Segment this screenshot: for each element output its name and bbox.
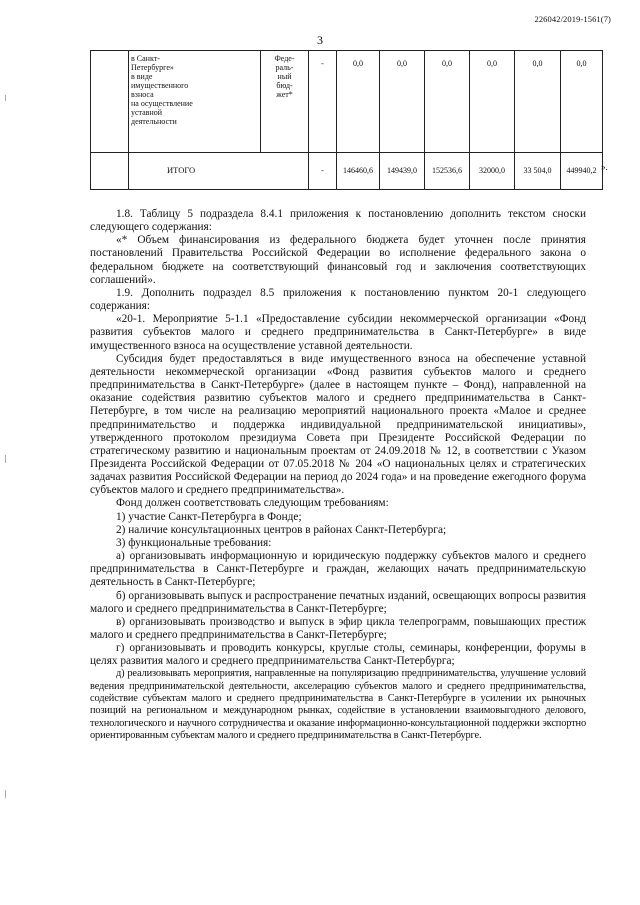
table-closing-quote: ».	[601, 162, 608, 172]
list-item-b: б) организовывать выпуск и распространение печатных изданий, освещающих вопросы развития малого и среднего предпринимательства в Санкт-Петербурге;	[90, 589, 586, 615]
scan-margin-mark	[5, 790, 6, 798]
list-item-1: 1) участие Санкт-Петербурга в Фонде;	[116, 510, 302, 523]
paragraph-1-9: 1.9. Дополнить подраздел 8.5 приложения к постановлению пунктом 20-1 следующего содержания:	[90, 286, 586, 313]
page-number: 3	[317, 33, 323, 47]
table-cell: 449940,2	[561, 153, 603, 190]
list-item-a: а) организовывать информационную и юридическую поддержку субъектов малого и среднего предпринимательства в Санкт-Петербурге и граждан, желающих начать предпринимательскую деятельность в Санкт-Петербурге;	[90, 550, 586, 589]
table-cell: -	[309, 153, 337, 190]
list-item-g: г) организовывать и проводить конкурсы, круглые столы, семинары, конференции, форумы в целях развития малого и среднего предпринимательства Санкт-Петербурга;	[90, 642, 586, 668]
table-row	[91, 51, 603, 153]
table-cell	[91, 51, 129, 153]
paragraph-requirements-intro: Фонд должен соответствовать следующим требованиям:	[116, 497, 389, 510]
table-cell: 149439,0	[380, 153, 425, 190]
document-registration-number: 226042/2019-1561(7)	[534, 14, 611, 24]
paragraph-20-1-heading: «20-1. Мероприятие 5-1.1 «Предоставление субсидии некоммерческой организации «Фонд развития субъектов малого и среднего предпринимательства в Санкт-Петербурге» в виде имущественного взноса на осуществление уставной деятельности.	[90, 313, 586, 352]
list-item-v: в) организовывать производство и выпуск в эфир цикла телепрограмм, повышающих престиж малого и среднего предпринимательства в Санкт-Петербурге;	[90, 615, 586, 641]
table-cell: 0,0	[380, 51, 425, 153]
table-cell: 146460,6	[337, 153, 380, 190]
list-item-2: 2) наличие консультационных центров в районах Санкт-Петербурга;	[116, 523, 447, 536]
table-row-total	[91, 153, 603, 190]
table-cell: 0,0	[515, 51, 561, 153]
list-item-3: 3) функциональные требования:	[116, 536, 272, 549]
document-body	[90, 208, 586, 742]
financing-table	[90, 50, 603, 190]
table-cell: 32000,0	[470, 153, 515, 190]
table-cell: 0,0	[337, 51, 380, 153]
paragraph-footnote-text: «* Объем финансирования из федерального бюджета будет уточнен после принятия постановлений Правительства Российской Федерации во исполнение федерального закона о федеральном бюджете на соответствующий финансовый год и заключения соответствующих соглашений».	[90, 234, 586, 286]
table-cell: -	[309, 51, 337, 153]
list-item-d: д) реализовывать мероприятия, направленные на популяризацию предпринимательства, улучшение условий ведения предпринимательской деятельности, акселерацию субъектов малого и среднего предпринимательства, содействие субъектам малого и среднего предпринимательства в Санкт-Петербурге в усилении их рыночных позиций на региональном и международном рынках, содействие в установлении взаимовыгодного делового, технологического и научного сотрудничества и оказание информационно-консультационной поддержки экспортно ориентированным субъектам малого и среднего предпринимательства в Санкт-Петербурге.	[90, 668, 586, 741]
table-cell: 152536,6	[425, 153, 470, 190]
table-cell-source: Феде- раль- ный бюд- жет*	[261, 51, 309, 153]
paragraph-subsidy: Субсидия будет предоставляться в виде имущественного взноса на обеспечение уставной деятельности некоммерческой организации «Фонд развития субъектов малого и среднего предпринимательства в Санкт-Петербурге» (далее в настоящем пункте – Фонд), направленной на оказание содействия развитию субъектов малого и среднего предпринимательства в Санкт-Петербурге, в том числе на реализацию мероприятий национального проекта «Малое и среднее предпринимательство и поддержка индивидуальной предпринимательской инициативы», утвержденного протоколом президиума Совета при Президенте Российской Федерации по стратегическому развитию и национальным проектам от 24.09.2018 № 12, в соответствии с Указом Президента Российской Федерации от 07.05.2018 № 204 «О национальных целях и стратегических задачах развития Российской Федерации на период до 2024 года» и на проведение ежегодного форума субъектов малого и среднего предпринимательства».	[90, 352, 586, 497]
table-cell: 33 504,0	[515, 153, 561, 190]
table-cell	[91, 153, 129, 190]
paragraph-1-8: 1.8. Таблицу 5 подраздела 8.4.1 приложения к постановлению дополнить текстом сноски следующего содержания:	[90, 208, 586, 234]
total-label: ИТОГО	[129, 153, 309, 190]
table-cell: 0,0	[561, 51, 603, 153]
scan-margin-mark	[5, 455, 6, 463]
table-cell: 0,0	[425, 51, 470, 153]
table-cell: 0,0	[470, 51, 515, 153]
scan-margin-mark	[5, 95, 6, 101]
table-cell-description: в Санкт- Петербурге» в виде имущественного взноса на осуществление уставной деятельности	[129, 51, 261, 153]
